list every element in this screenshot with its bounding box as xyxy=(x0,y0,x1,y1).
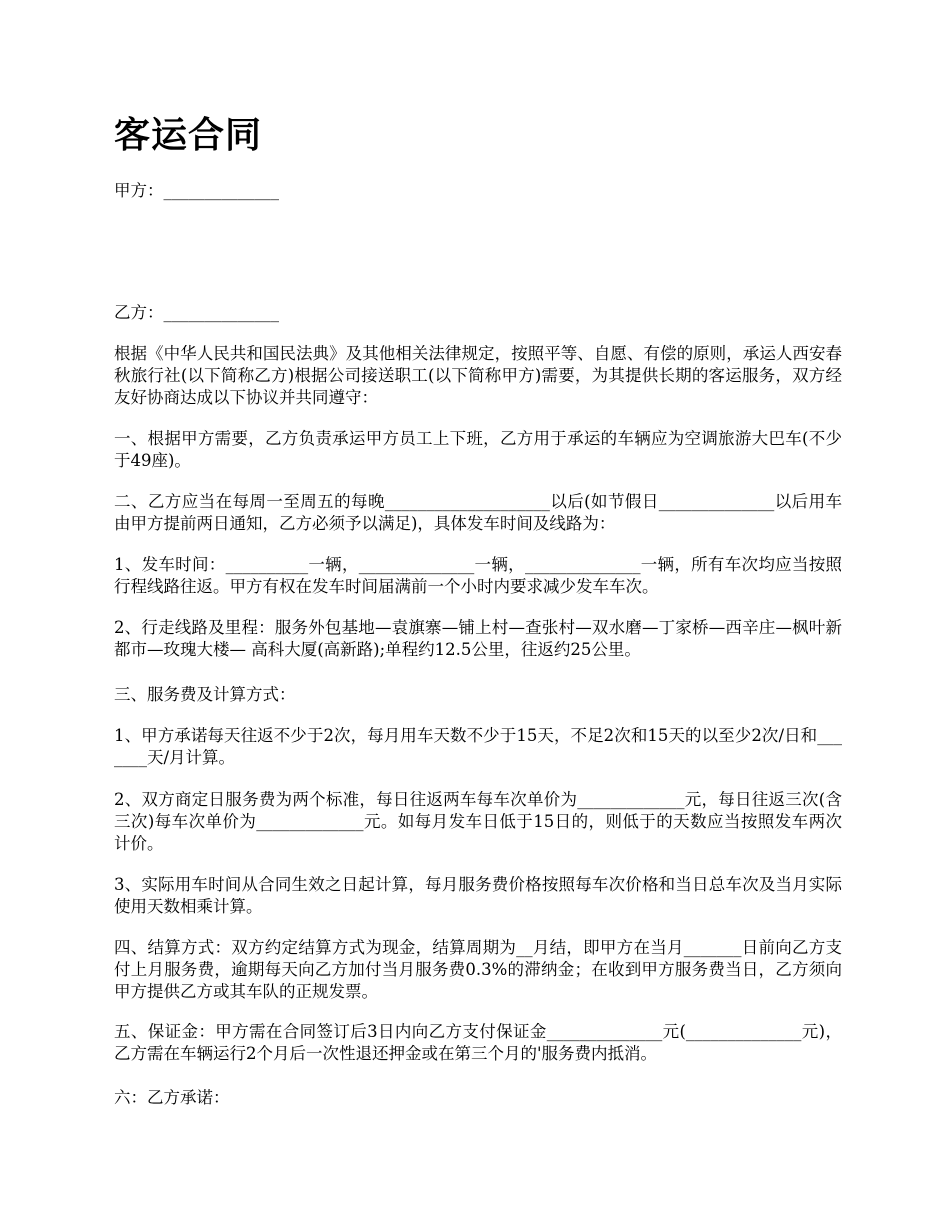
party-a-line: 甲方：______________ xyxy=(114,181,279,200)
paragraph-clause-6-heading: 六：乙方承诺： xyxy=(114,1088,230,1107)
paragraph-fee-1: 1、甲方承诺每天往返不少于2次，每月用车天数不少于15天，不足2次和15天的以至少2次/日和_______天/月计算。 xyxy=(114,726,842,767)
paragraph-route: 2、行走线路及里程：服务外包基地—袁旗寨—铺上村—查张村—双水磨—丁家桥—西辛庄—枫叶新都市—玫瑰大楼— 高科大厦(高新路);单程约12.5公里，往返约25公里。 xyxy=(114,618,842,659)
paragraph-departure-time: 1、发车时间：__________一辆，______________一辆，______________一辆，所有车次均应当按照行程线路往返。甲方有权在发车时间届满前一个小时内要求减少发车车次。 xyxy=(114,555,842,596)
paragraph-clause-2: 二、乙方应当在每周一至周五的每晚____________________以后(如节假日______________以后用车由甲方提前两日通知，乙方必须予以满足)，具体发车时间及线路为： xyxy=(114,492,842,533)
party-b-line: 乙方：______________ xyxy=(114,303,279,322)
paragraph-clause-4: 四、结算方式：双方约定结算方式为现金，结算周期为__月结，即甲方在当月_______日前向乙方支付上月服务费，逾期每天向乙方加付当月服务费0.3%的滞纳金；在收到甲方服务费当日，乙方须向甲方提供乙方或其车队的正规发票。 xyxy=(114,938,842,1001)
paragraph-clause-3-heading: 三、服务费及计算方式： xyxy=(114,685,296,704)
paragraph-preamble: 根据《中华人民共和国民法典》及其他相关法律规定，按照平等、自愿、有偿的原则，承运人西安春秋旅行社(以下简称乙方)根据公司接送职工(以下简称甲方)需要，为其提供长期的客运服务，双方经友好协商达成以下协议并共同遵守： xyxy=(114,344,842,407)
document-title: 客运合同 xyxy=(114,115,263,156)
paragraph-clause-5: 五、保证金：甲方需在合同签订后3日内向乙方支付保证金______________元(______________元)，乙方需在车辆运行2个月后一次性退还押金或在第三个月的'服务费内抵消。 xyxy=(114,1022,842,1063)
paragraph-fee-2: 2、双方商定日服务费为两个标准，每日往返两车每车次单价为_____________元，每日往返三次(含三次)每车次单价为_____________元。如每月发车日低于15日的，则低于的天数应当按照发车两次计价。 xyxy=(114,790,842,853)
paragraph-clause-1: 一、根据甲方需要，乙方负责承运甲方员工上下班，乙方用于承运的车辆应为空调旅游大巴车(不少于49座)。 xyxy=(114,429,842,470)
paragraph-fee-3: 3、实际用车时间从合同生效之日起计算，每月服务费价格按照每车次价格和当日总车次及当月实际使用天数相乘计算。 xyxy=(114,875,842,916)
